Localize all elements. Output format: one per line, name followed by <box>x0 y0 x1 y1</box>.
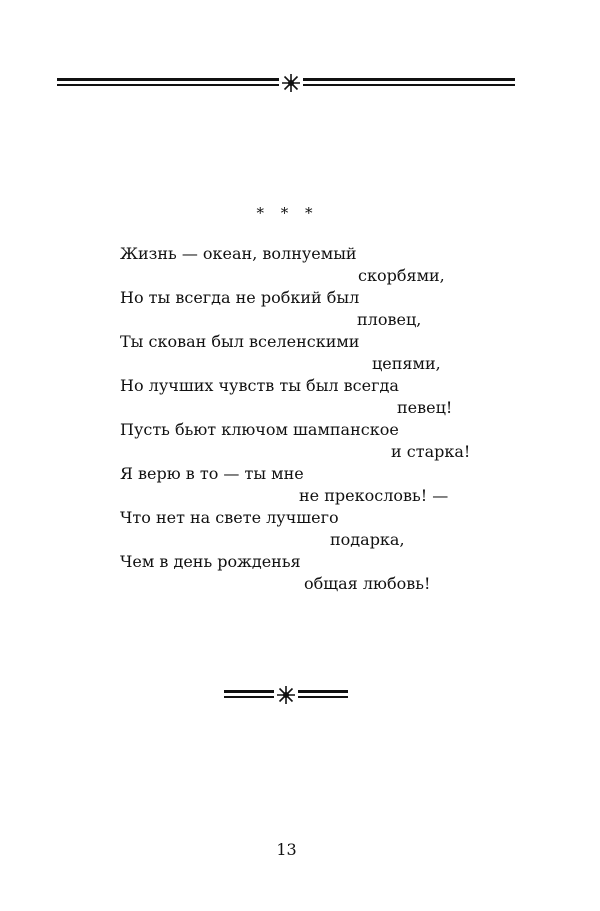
bottom-decorative-rule <box>224 688 348 702</box>
poem-line: Но ты всегда не робкий был <box>120 288 360 307</box>
star-ornament-icon <box>279 71 303 95</box>
star-ornament-icon <box>274 683 298 707</box>
top-decorative-rule <box>57 76 515 90</box>
page-number: 13 <box>276 840 297 859</box>
poem-line: цепями, <box>372 354 441 373</box>
poem-line: Но лучших чувств ты был всегда <box>120 376 399 395</box>
poem-line: пловец, <box>357 310 422 329</box>
poem-line: Чем в день рожденья <box>120 552 301 571</box>
poem-line: скорбями, <box>358 266 445 285</box>
poem-line: и старка! <box>391 442 471 461</box>
poem-line: подарка, <box>330 530 405 549</box>
poem-line: Я верю в то — ты мне <box>120 464 304 483</box>
poem-line: певец! <box>397 398 453 417</box>
stanza-separator: * * * <box>256 204 319 222</box>
poem-line: Жизнь — океан, волнуемый <box>120 244 357 263</box>
poem-line: Ты скован был вселенскими <box>120 332 360 351</box>
poem-line: Что нет на свете лучшего <box>120 508 339 527</box>
poem-line: не прекословь! — <box>299 486 449 505</box>
poem-line: общая любовь! <box>304 574 431 593</box>
poem-line: Пусть бьют ключом шампанское <box>120 420 399 439</box>
